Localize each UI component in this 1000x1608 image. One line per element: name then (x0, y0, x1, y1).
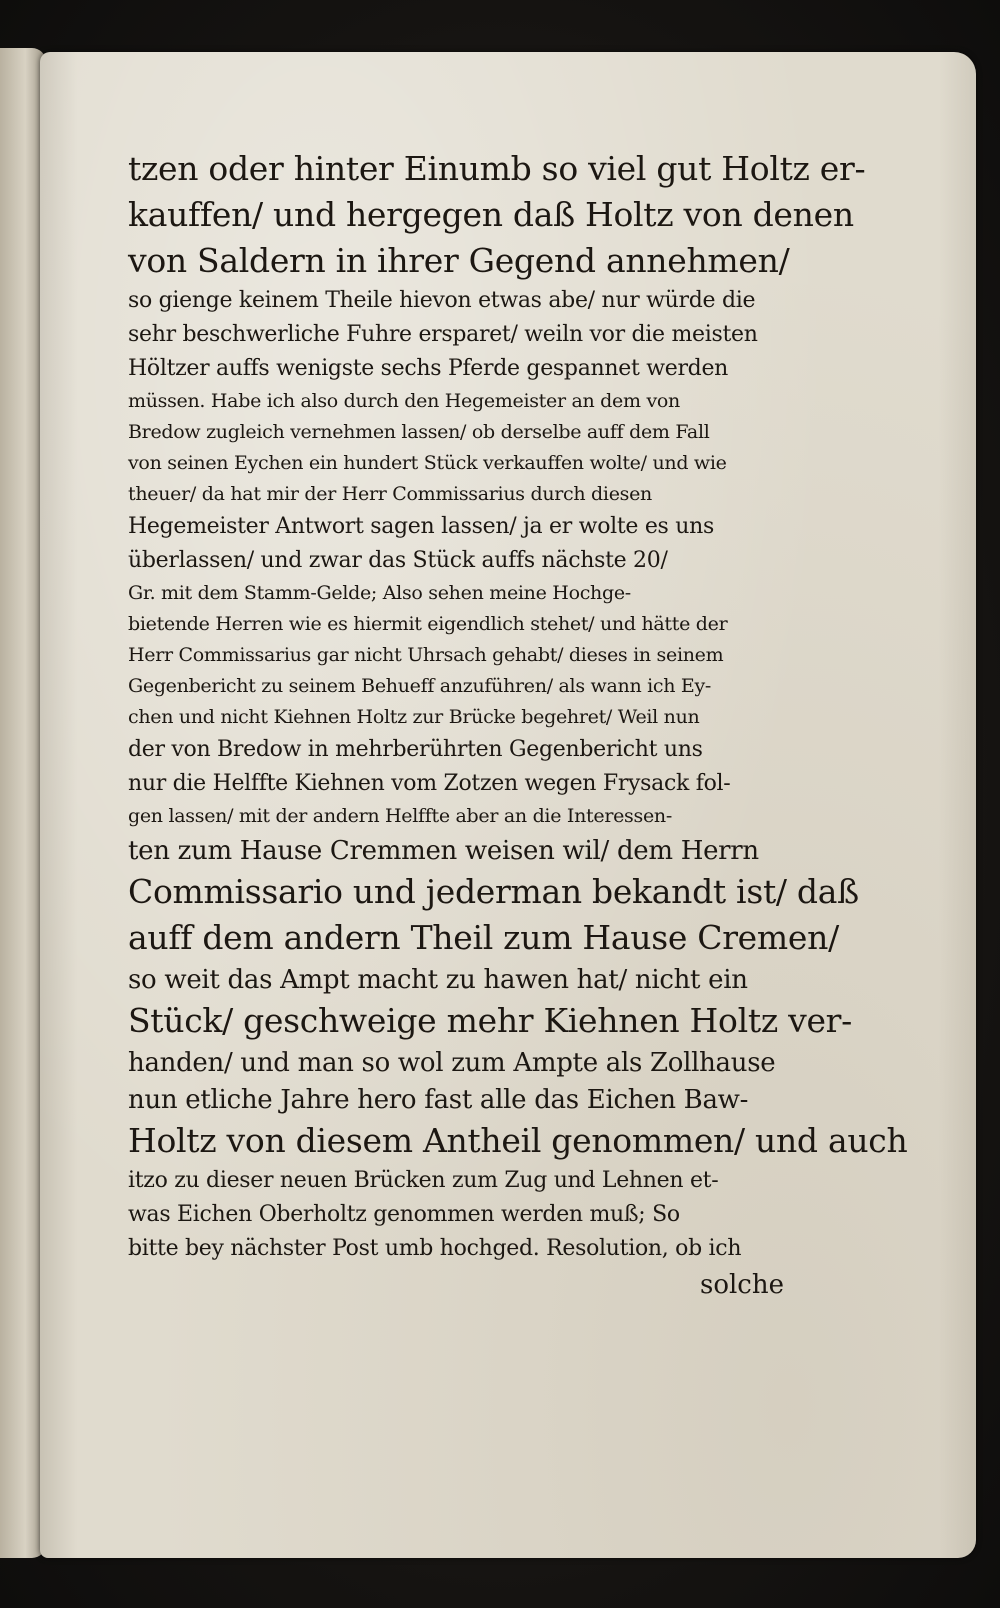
text-line: Höltzer auffs wenigste sechs Pferde gespannet werden (128, 356, 729, 381)
text-line: so weit das Ampt macht zu hawen hat/ nicht ein (128, 965, 748, 995)
text-line: tzen oder hinter Einumb so viel gut Holtz er- (128, 149, 866, 188)
text-line: bietende Herren wie es hiermit eigendlich stehet/ und hätte der (128, 613, 728, 635)
text-line: von seinen Eychen ein hundert Stück verkauffen wolte/ und wie (128, 452, 727, 474)
text-line: itzo zu dieser neuen Brücken zum Zug und Lehnen et- (128, 1168, 719, 1193)
text-line: Bredow zugleich vernehmen lassen/ ob derselbe auff dem Fall (128, 421, 710, 443)
text-line: nun etliche Jahre hero fast alle das Eichen Baw- (128, 1085, 749, 1115)
text-line: müssen. Habe ich also durch den Hegemeister an dem von (128, 390, 680, 412)
text-line: Holtz von diesem Antheil genommen/ und auch (128, 1121, 908, 1160)
text-line: Commissario und jederman bekandt ist/ daß (128, 872, 859, 911)
text-line: von Saldern in ihrer Gegend annehmen/ (128, 241, 790, 280)
text-line: kauffen/ und hergegen daß Holtz von denen (128, 195, 854, 234)
text-line: Stück/ geschweige mehr Kiehnen Holtz ver- (128, 1001, 852, 1040)
text-line: Gr. mit dem Stamm-Gelde; Also sehen meine Hochge- (128, 582, 631, 604)
text-line: Hegemeister Antwort sagen lassen/ ja er wolte es uns (128, 514, 714, 539)
text-line: theuer/ da hat mir der Herr Commissarius durch diesen (128, 483, 652, 505)
text-line: was Eichen Oberholtz genommen werden muß; So (128, 1202, 680, 1227)
text-line: Gegenbericht zu seinem Behueff anzuführen/ als wann ich Ey- (128, 675, 712, 697)
catchword: solche (700, 1270, 785, 1300)
text-line: bitte bey nächster Post umb hochged. Resolution, ob ich (128, 1236, 742, 1261)
text-line: sehr beschwerliche Fuhre ersparet/ weiln vor die meisten (128, 322, 758, 347)
text-line: handen/ und man so wol zum Ampte als Zollhause (128, 1048, 776, 1078)
page-text-block (128, 149, 908, 1272)
text-line: gen lassen/ mit der andern Helffte aber an die Interessen- (128, 805, 672, 827)
text-line: nur die Helffte Kiehnen vom Zotzen wegen Frysack fol- (128, 771, 731, 796)
text-line: auff dem andern Theil zum Hause Cremen/ (128, 918, 839, 957)
text-line: so gienge keinem Theile hievon etwas abe/ nur würde die (128, 288, 756, 313)
text-line: Herr Commissarius gar nicht Uhrsach gehabt/ dieses in seinem (128, 644, 724, 666)
text-line: ten zum Hause Cremmen weisen wil/ dem Herrn (128, 836, 759, 866)
text-line: überlassen/ und zwar das Stück auffs nächste 20/ (128, 548, 668, 573)
text-line: chen und nicht Kiehnen Holtz zur Brücke begehret/ Weil nun (128, 706, 700, 728)
text-line: der von Bredow in mehrberührten Gegenbericht uns (128, 737, 703, 762)
